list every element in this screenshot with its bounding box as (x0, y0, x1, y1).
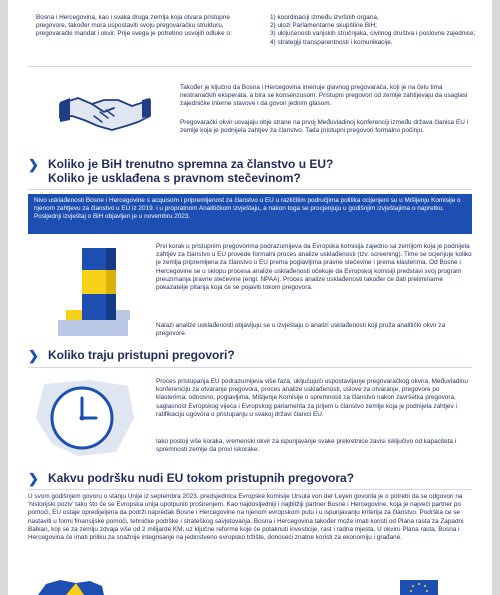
footer-strip (8, 578, 492, 595)
document-page (8, 0, 492, 595)
eu-flag-icon (400, 580, 438, 595)
handshake-paragraph-2: Pregovarački okvir usvajaju obje strane na prvoj Međuvladinoj konferenciji između država članica EU i zemlje koja je podnijela zahtjev za članstvo. Tada pristupni pregovori formalno počinju. (180, 119, 469, 135)
divider (28, 189, 472, 190)
intro-left-text: Bosna i Hercegovina, kao i svaka druga zemlja koja otvara pristupne pregovore, također mora uspostaviti svoju pregovaračku strukturu, pregovarački mandat i okvir. Prije svega je potrebno usvojiti odluke o: (36, 14, 232, 38)
section-title: Koliko traju pristupni pregovori? (48, 348, 235, 362)
intro-list-item: 1) koordinaciji između izvršnih organa, (270, 14, 379, 21)
handshake-paragraph-1: Također je ključno da Bosna i Hercegovina imenuje glavnog pregovarača, koji je na čelu tima nestranačkih eksperata, a bira se konsenzusom. Pristupni pregovori od zemlje zahtijevaju da usaglasi zajedničke interne stavove i da govori jednim glasom. (180, 84, 468, 108)
divider (28, 489, 472, 490)
section-title-line: Koliko je usklađena s pravnom stečevinom? (48, 171, 301, 185)
section-title: Kakvu podršku nudi EU tokom pristupnih pregovora? (48, 471, 355, 485)
duration-paragraph-1: Proces pristupanja EU podrazumijeva više faza, uključujući uspostavljanje pregovaračkog okvira, Međuvladinu konferenciju za otvaranje pregovora, proces analize usklađenosti, uslove za otvaranje, pregovore po klasterima, odnosno, poglavljima, Mišljenje Komisije o spremnosti za članstvo nakon završetka pregovora, saglasnost Evropskog vijeća i Evropskog parlamenta za prijem u članstvo zemlje koja je podnijela zahtjev i ratifikaciju ugovora o pristupanju u svakoj državi članici EU. (156, 378, 468, 418)
highlight-box: Nivo usklađenosti Bosne i Hercegovine s acquisom i pripremljenost za članstvo u EU u različitim područjima politika ocijenjeni su u Mišljenju Komisije o njenom zahtjevu za članstvo u EU iz 2019. i u propratnom Analitičkom izvještaju, a nakon toga se procjenjuju u godišnjim izvještajima o napretku. Posljednji izvještaj o BiH objavljen je u novembru 2023. (28, 194, 472, 234)
analysis-paragraph-1: Prvi korak u pristupnim pregovorima podrazumijeva da Evropska komisija zajedno sa zemljom koja je podnijela zahtjev za članstvo u EU provede formalni proces analize usklađenosti (tzv. screening). Time se ocjenjuje koliko je zemlja pripremljena za članstvo u EU prema poglavljima pravne stečevine i prema klasterima. Od Bosne i Hercegovine se u sklopu procesa analize usklađenosti očekuje da Evropskoj komisiji predstavi svoj program preuzimanja pravne stečevine (engl. NPAA). Proces analize usklađenosti također će dati preliminarne pokazatelje pitanja koja će se pojaviti tokom pregovora. (156, 243, 472, 292)
building-blocks-icon (48, 246, 138, 341)
bih-map-icon (36, 580, 106, 595)
handshake-icon (58, 86, 153, 136)
section-title (48, 157, 478, 185)
duration-paragraph-2: Iako postoji više koraka, vremenski okvir za ispunjavanje svake prekretnice zavisi isključivo od kapaciteta i spremnosti zemlje da provi iskorake. (156, 438, 457, 454)
clock-icon (30, 378, 138, 458)
intro-list-item: 4) strategiji transparentnosti i komunikacije. (270, 38, 393, 46)
divider (28, 367, 472, 368)
divider (28, 66, 472, 67)
chevron-right-icon: ❯ (28, 471, 39, 486)
intro-list-item: 2) ulozi Parlamentarne skupštine BiH; (270, 22, 377, 30)
chevron-right-icon: ❯ (28, 157, 39, 172)
intro-list-item: 3) uključenosti vanjskih stručnjaka, civilnog društva i poslovne zajednice; (270, 30, 476, 38)
support-paragraph: U svom godišnjem govoru o stanju Unije iz septembra 2023. predsjednica Evropske komisije Ursula von der Leyen govorila je o potrebi da se odgovori na 'historijski poziv' tako što će se Evropska unija upotpuniti proširenjem. Kao najdosljedniji i najbližiji partner Bosne i Hercegovine, koja je najveći partner po pomoći, EU ostaje opredijeljena da podrži napredak Bosne i Hercegovine na njenom evropskom putu i u ispunjavanju kriterija za članstvo. Podrška će se nastaviti u formi finansijske pomoći, tehničke podrške i strateškog savjetovanja. Bosna i Hercegovina također može imati koristi od Plana rasta za Zapadni Balkan, koji se za zemlju zdvaja više od 2 milijarde KM, uz ključne reforme koje će potaknuti investicije, rast i radna mjesta. U okviru Plana rasta, Bosna i Hercegovina će imati priliku za snažnije integrisanje na jedinstveno evropsko tržište, donoseći znatne koristi za ekonomiju i građane. (28, 493, 464, 542)
chevron-right-icon: ❯ (28, 348, 39, 363)
section-title-line: Koliko je BiH trenutno spremna za članstvo u EU? (48, 157, 334, 171)
analysis-paragraph-2: Nalazi analize usklađenosti objavljuju se u izvještaju o analizi usklađenosti koji pruža analitički okvir za pregovore. (156, 322, 446, 338)
intro-right-list (270, 14, 476, 47)
